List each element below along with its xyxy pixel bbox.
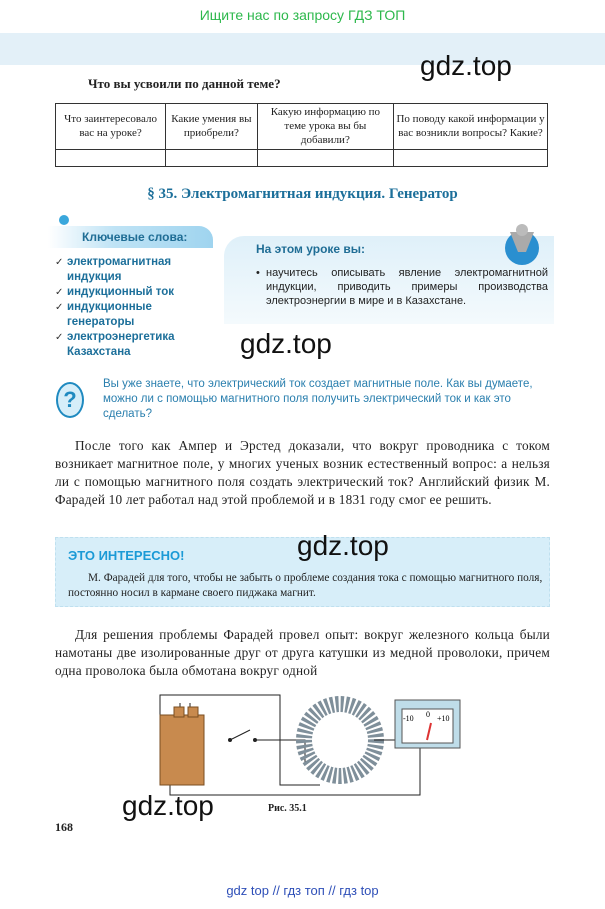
table-header: Что заинтересовало вас на уроке?	[56, 104, 166, 150]
scale-min-label: -10	[403, 714, 414, 723]
figure-caption: Рис. 35.1	[268, 803, 307, 814]
table-cell	[56, 150, 166, 167]
scale-zero-label: 0	[426, 710, 430, 719]
interesting-text: М. Фарадей для того, чтобы не забыть о проблеме создания тока с помощью магнитного поля, постоянно носил в кармане своего пиджака магнит.	[68, 572, 543, 599]
review-title: Что вы усвоили по данной теме?	[88, 76, 281, 91]
watermark: gdz.top	[240, 328, 332, 359]
section-title: § 35. Электромагнитная индукция. Генератор	[147, 186, 458, 202]
faraday-ring-diagram	[130, 685, 480, 805]
question-icon: ?	[56, 382, 84, 418]
lesson-goal-item: • научитесь описывать явление электромагнитной индукции, приводить примеры производства электроэнергии в мире и в Казахстане.	[256, 266, 548, 308]
globe-icon	[500, 222, 544, 266]
keywords-title: Ключевые слова:	[48, 226, 213, 248]
footer-links[interactable]: gdz top // гдз топ // гдз top	[226, 883, 379, 898]
review-table	[55, 103, 548, 167]
keyword-item: ✓ электромагнитная индукция	[55, 255, 185, 285]
interesting-title: ЭТО ИНТЕРЕСНО!	[68, 548, 185, 563]
watermark: gdz.top	[420, 50, 512, 81]
header-band	[0, 33, 605, 65]
page-number: 168	[55, 820, 73, 834]
intro-question: Вы уже знаете, что электрический ток создает магнитные поле. Как вы думаете, можно ли с помощью магнитного поля получить электрический ток и как это сделать?	[103, 378, 533, 420]
table-cell	[166, 150, 258, 167]
scale-max-label: +10	[437, 714, 450, 723]
watermark: gdz.top	[297, 530, 389, 561]
table-header: Какие умения вы приобрели?	[166, 104, 258, 150]
table-header: Какую информацию по теме урока вы бы добавили?	[257, 104, 393, 150]
table-cell	[257, 150, 393, 167]
lesson-goals-title: На этом уроке вы:	[256, 242, 366, 256]
top-banner[interactable]: Ищите нас по запросу ГДЗ ТОП	[199, 7, 406, 23]
keyword-item: ✓ индукционные генераторы	[55, 300, 165, 330]
keyword-item: ✓ индукционный ток	[55, 285, 185, 300]
keyword-item: ✓ электроэнергетика Казахстана	[55, 330, 185, 360]
table-cell	[394, 150, 548, 167]
paragraph: После того как Ампер и Эрстед доказали, что вокруг проводника с током возникает магнитное поле, у многих ученых возник естественный вопрос: а нельзя ли с помощью магнитного поля создать электрический ток? Английский физик М. Фарадей 10 лет работал над этой проблемой и в 1831 году смог ее решить.	[55, 438, 550, 507]
paragraph: Для решения проблемы Фарадей провел опыт: вокруг железного кольца были намотаны две изолированные друг от друга катушки из медной проволоки, причем одна проволока была обмотана вокруг одной	[55, 627, 550, 678]
table-header: По поводу какой информации у вас возникли вопросы? Какие?	[394, 104, 548, 150]
keywords-list	[55, 255, 185, 360]
watermark: gdz.top	[122, 790, 214, 821]
